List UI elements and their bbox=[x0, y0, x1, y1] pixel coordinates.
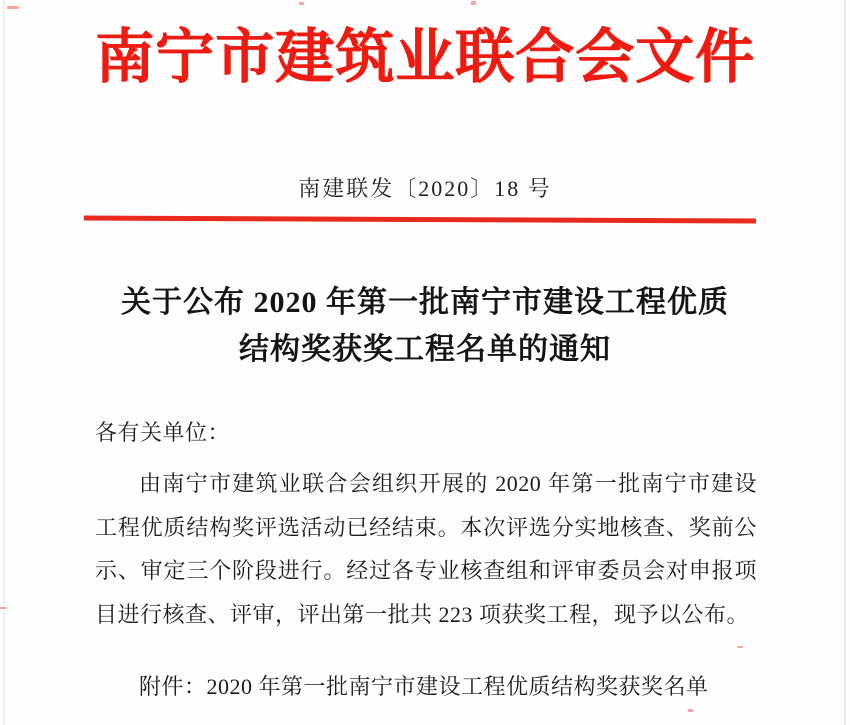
document-body bbox=[95, 417, 757, 636]
doc-title bbox=[0, 279, 850, 373]
scan-speck bbox=[471, 1, 476, 5]
agency-header-title: 南宁市建筑业联合会文件 bbox=[94, 24, 755, 90]
scan-speck bbox=[299, 2, 304, 5]
doc-reference-number: 南建联发〔2020〕18 号 bbox=[298, 176, 552, 201]
attachment-line: 附件：2020 年第一批南宁市建设工程优质结构奖获奖名单 bbox=[139, 674, 709, 699]
doc-title-line1: 关于公布 2020 年第一批南宁市建设工程优质 bbox=[121, 286, 729, 319]
doc-title-line2: 结构奖获奖工程名单的通知 bbox=[239, 333, 611, 366]
scan-speck bbox=[737, 646, 743, 648]
salutation: 各有关单位： bbox=[95, 420, 231, 445]
scan-speck bbox=[688, 709, 693, 712]
scan-speck bbox=[7, 6, 19, 9]
red-divider-rule bbox=[84, 216, 756, 224]
scan-speck bbox=[0, 607, 7, 609]
body-paragraph: 由南宁市建筑业联合会组织开展的 2020 年第一批南宁市建设工程优质结构奖评选活动已经结束。本次评选分实地核查、奖前公示、审定三个阶段进行。经过各专业核查组和评审委员会对申报项目进行核查、评审，评出第一批共 223 项获奖工程，现予以公布。 bbox=[95, 471, 757, 627]
